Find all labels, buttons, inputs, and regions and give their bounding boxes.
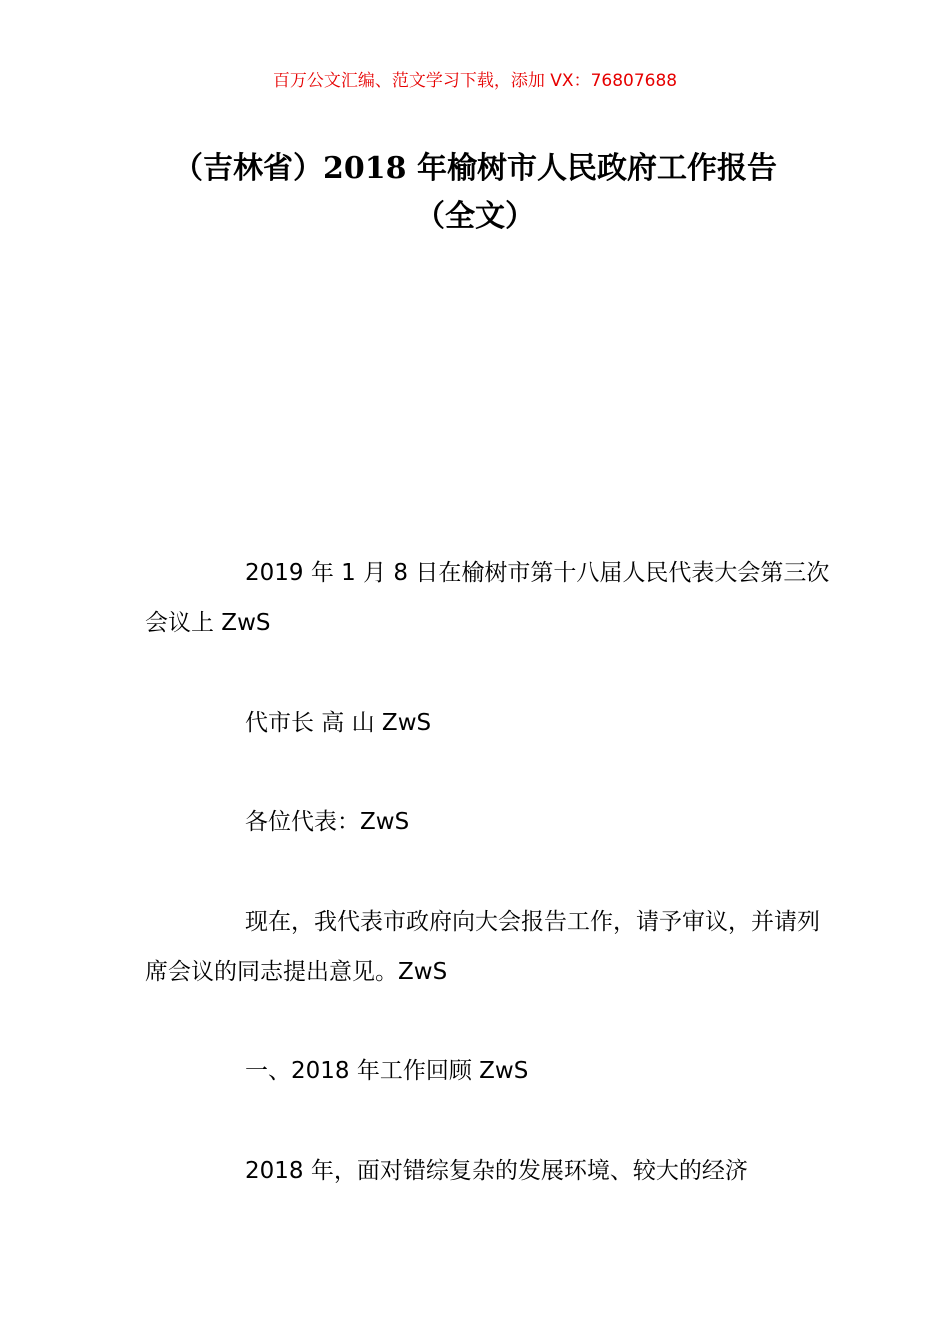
intro-paragraph: 现在，我代表市政府向大会报告工作，请予审议，并请列席会议的同志提出意见。ZwS — [145, 909, 820, 985]
speaker-paragraph: 代市长 高 山 ZwS — [245, 710, 432, 736]
header-note: 百万公文汇编、范文学习下载，添加 VX：76807688 — [272, 71, 678, 91]
meeting-info-paragraph: 2019 年 1 月 8 日在榆树市第十八届人民代表大会第三次会议上 ZwS — [145, 560, 830, 636]
body-paragraph: 2018 年，面对错综复杂的发展环境、较大的经济 — [245, 1158, 748, 1184]
salutation-paragraph: 各位代表：ZwS — [245, 809, 410, 835]
document-title: （吉林省）2018 年榆树市人民政府工作报告（全文） — [173, 151, 777, 234]
section-heading: 一、2018 年工作回顾 ZwS — [245, 1058, 529, 1084]
